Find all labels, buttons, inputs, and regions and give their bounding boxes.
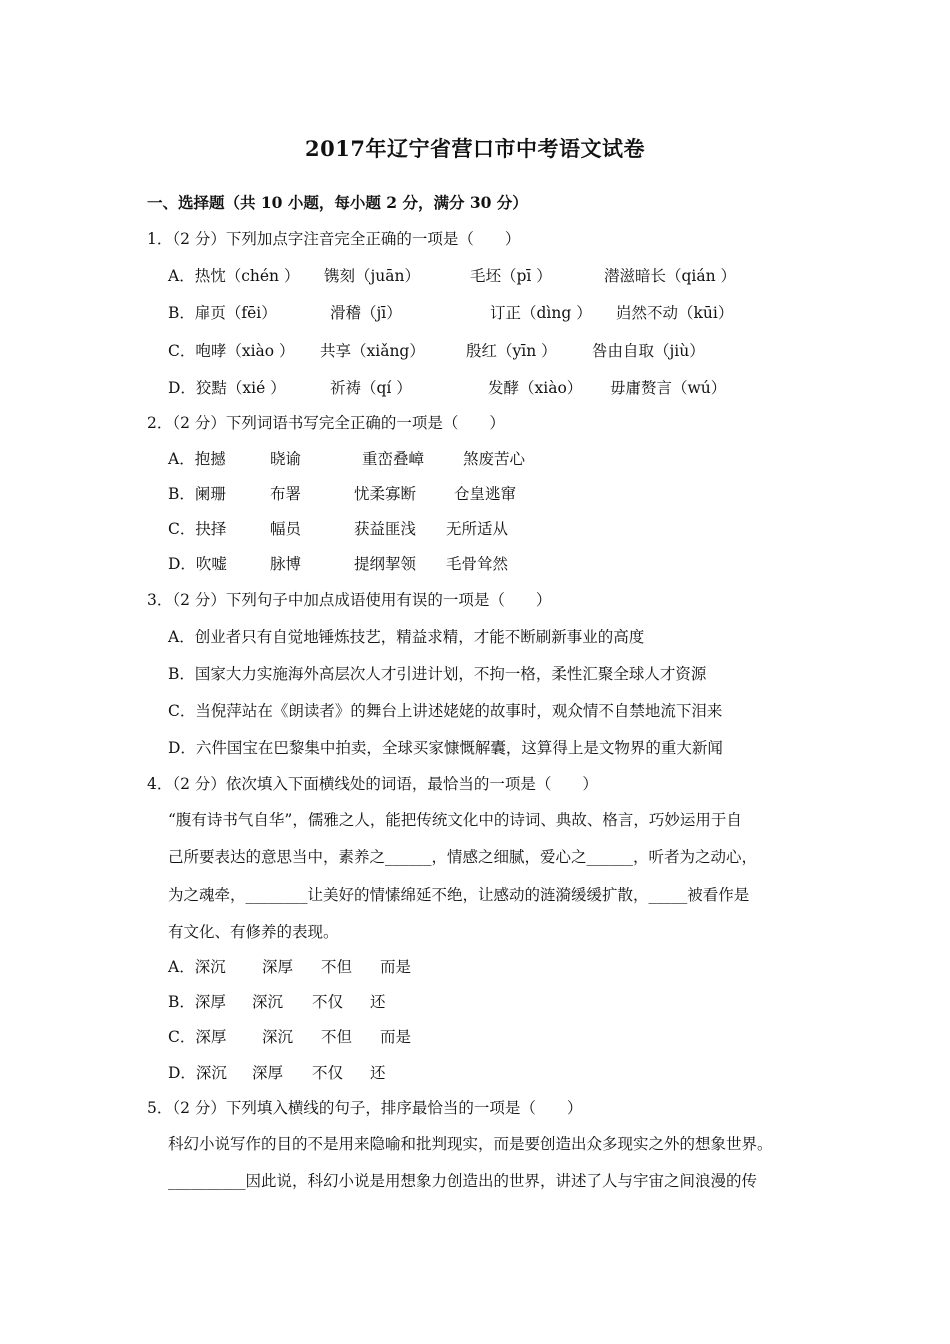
q2-option-c-4: 无所适从 — [446, 520, 509, 538]
q4-option-d-4: 还 — [370, 1064, 386, 1082]
q1-option-d-1: D．狡黠（xié ） — [168, 379, 286, 397]
q1-option-b-1: B．扉页（fēi） — [168, 304, 277, 322]
page-title: 2017年辽宁省营口市中考语文试卷 — [305, 136, 645, 161]
q2-option-b-3: 忧柔寡断 — [354, 485, 417, 503]
q5-passage-line-1: 科幻小说写作的目的不是用来隐喻和批判现实，而是要创造出众多现实之外的想象世界。 — [168, 1135, 773, 1153]
q2-option-c-1: C．抉择 — [168, 520, 227, 538]
q1-option-a-2: 镌刻（juān） — [324, 267, 421, 285]
q1-option-c-4: 咎由自取（jiù） — [592, 342, 705, 360]
q1-option-b-4: 岿然不动（kūi） — [616, 304, 734, 322]
q1-option-a-1: A．热忱（chén ） — [168, 267, 300, 285]
q4-option-d-1: D．深沉 — [168, 1064, 227, 1082]
question-3-stem: 3．（2 分）下列句子中加点成语使用有误的一项是（ ） — [147, 591, 552, 609]
q4-option-b-3: 不仅 — [312, 993, 344, 1011]
q2-option-d-2: 脉博 — [270, 555, 302, 573]
q1-option-d-3: 发酵（xiào） — [488, 379, 583, 397]
q4-passage-line-3: 为之魂牵，________让美好的情愫绵延不绝，让感动的涟漪缓缓扩散，_____被看作是 — [168, 886, 750, 904]
q2-option-d-3: 提纲挈领 — [354, 555, 417, 573]
q4-passage-line-2: 己所要表达的意思当中，素养之______，情感之细腻，爱心之______，听者为之动心， — [168, 848, 758, 866]
q2-option-b-2: 布署 — [270, 485, 302, 503]
q2-option-b-1: B．阑珊 — [168, 485, 226, 503]
q4-option-c-3: 不但 — [321, 1028, 353, 1046]
q1-option-c-3: 殷红（yīn ） — [466, 342, 557, 360]
q1-option-a-4: 潜滋暗长（qián ） — [604, 267, 737, 285]
q4-option-a-3: 不但 — [321, 958, 353, 976]
q4-option-a-1: A．深沉 — [168, 958, 226, 976]
q2-option-b-4: 仓皇逃窜 — [454, 485, 517, 503]
q1-option-c-1: C．咆哮（xiào ） — [168, 342, 295, 360]
q3-option-c: C．当倪萍站在《朗读者》的舞台上讲述姥姥的故事时，观众情不自禁地流下泪来 — [168, 702, 723, 720]
q3-option-b: B．国家大力实施海外高层次人才引进计划，不拘一格，柔性汇聚全球人才资源 — [168, 665, 707, 683]
q4-passage-line-1: “腹有诗书气自华”，儒雅之人，能把传统文化中的诗词、典故、格言，巧妙运用于自 — [168, 811, 742, 829]
q4-option-d-3: 不仅 — [312, 1064, 344, 1082]
question-5-stem: 5．（2 分）下列填入横线的句子，排序最恰当的一项是（ ） — [147, 1099, 583, 1117]
q1-option-b-2: 滑稽（jī） — [330, 304, 402, 322]
question-1-stem: 1．（2 分）下列加点字注音完全正确的一项是（ ） — [147, 230, 521, 248]
q2-option-c-2: 幅员 — [270, 520, 302, 538]
question-2-stem: 2．（2 分）下列词语书写完全正确的一项是（ ） — [147, 414, 505, 432]
q1-option-c-2: 共享（xiǎng） — [320, 342, 425, 360]
q4-option-b-2: 深沉 — [252, 993, 284, 1011]
q2-option-d-1: D．吹嘘 — [168, 555, 227, 573]
q4-option-b-1: B．深厚 — [168, 993, 226, 1011]
q4-option-a-2: 深厚 — [262, 958, 294, 976]
q5-passage-line-2: __________因此说，科幻小说是用想象力创造出的世界，讲述了人与宇宙之间浪漫的传 — [168, 1172, 758, 1190]
q4-option-c-4: 而是 — [380, 1028, 412, 1046]
q1-option-b-3: 订正（dìng ） — [490, 304, 592, 322]
q4-option-d-2: 深厚 — [252, 1064, 284, 1082]
question-4-stem: 4．（2 分）依次填入下面横线处的词语，最恰当的一项是（ ） — [147, 775, 598, 793]
q2-option-d-4: 毛骨耸然 — [446, 555, 509, 573]
section-heading: 一、选择题（共 10 小题，每小题 2 分，满分 30 分） — [147, 193, 528, 212]
q4-option-c-2: 深沉 — [262, 1028, 294, 1046]
q4-option-b-4: 还 — [370, 993, 386, 1011]
q4-option-a-4: 而是 — [380, 958, 412, 976]
q1-option-a-3: 毛坯（pī ） — [470, 267, 552, 285]
q4-option-c-1: C．深厚 — [168, 1028, 227, 1046]
q3-option-a: A．创业者只有自觉地锤炼技艺，精益求精，才能不断刷新事业的高度 — [168, 628, 645, 646]
q2-option-c-3: 获益匪浅 — [354, 520, 417, 538]
q2-option-a-2: 晓谕 — [270, 450, 302, 468]
q1-option-d-2: 祈祷（qí ） — [330, 379, 412, 397]
q2-option-a-4: 煞废苦心 — [463, 450, 526, 468]
q4-passage-line-4: 有文化、有修养的表现。 — [168, 923, 339, 941]
q2-option-a-1: A．抱撼 — [168, 450, 226, 468]
q1-option-d-4: 毋庸赘言（wú） — [610, 379, 727, 397]
q3-option-d: D．六件国宝在巴黎集中拍卖，全球买家慷慨解囊，这算得上是文物界的重大新闻 — [168, 739, 723, 757]
q2-option-a-3: 重峦叠嶂 — [362, 450, 425, 468]
